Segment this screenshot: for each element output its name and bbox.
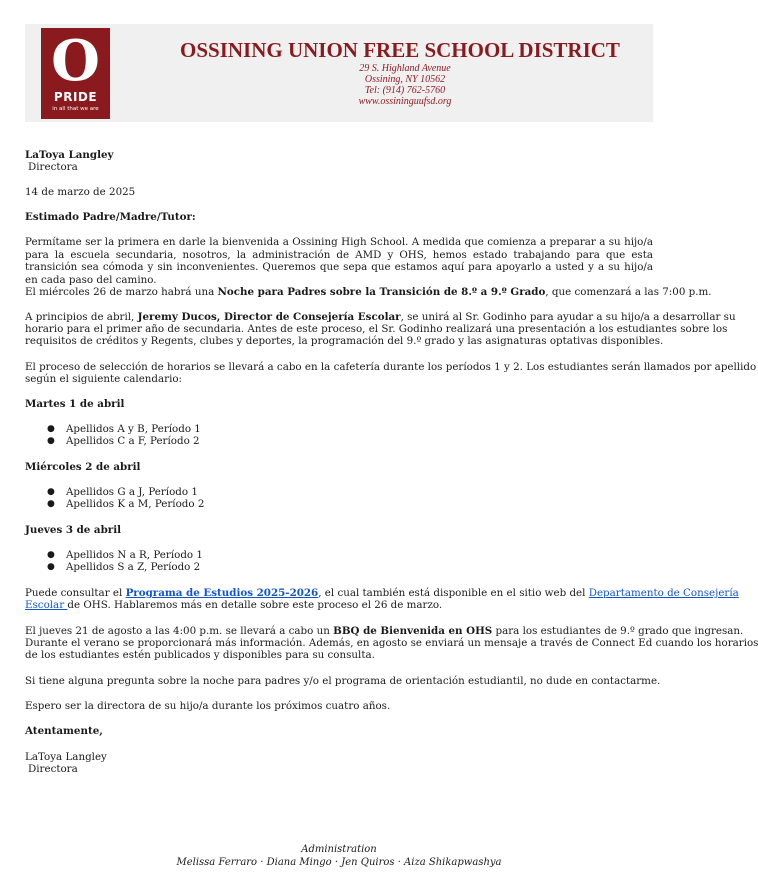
paragraph-bbq-line3: de los estudiantes estén publicados y disponibles para su consulta. xyxy=(25,649,375,661)
letterhead xyxy=(25,24,653,122)
address-street: 29 S. Highland Avenue xyxy=(359,63,451,74)
bbq-event: BBQ de Bienvenida en OHS xyxy=(333,625,493,637)
closing: Atentamente, xyxy=(25,725,103,737)
schedule-item: Apellidos K a M, Período 2 xyxy=(66,498,205,510)
schedule-item: Apellidos A y B, Período 1 xyxy=(66,423,201,435)
bullet-icon: ● xyxy=(47,487,55,497)
footer-administrators: Melissa Ferraro · Diana Mingo · Jen Quiros · Aiza Shikapwashya xyxy=(176,857,502,868)
paragraph-scheduling-line1: El proceso de selección de horarios se llevará a cabo en la cafetería durante los períodos 1 y 2. Los estudiantes serán llamados por apellido xyxy=(25,361,757,373)
schedule-day-heading: Jueves 3 de abril xyxy=(25,524,122,536)
paragraph-questions: Si tiene alguna pregunta sobre la noche para padres y/o el programa de orientación estudiantil, no dude en contactarme. xyxy=(25,675,661,687)
bullet-icon: ● xyxy=(47,550,55,560)
counseling-department-link-cont[interactable]: Escolar xyxy=(25,599,68,611)
district-website[interactable]: www.ossininguufsd.org xyxy=(358,96,452,107)
paragraph-bbq-line2: Durante el verano se proporcionará más información. Además, en agosto se enviará un mensaje a través de Connect Ed cuando los horarios xyxy=(25,637,758,649)
paragraph-counseling-line2: horario para el primer año de secundaria. Antes de este proceso, el Sr. Godinho realizará una presentación a los estudiantes sobre los xyxy=(25,323,728,335)
paragraph-welcome: Permítame ser la primera en darle la bienvenida a Ossining High School. A medida que comienza a preparar a su hijo/a para la escuela secundaria, nosotros, la administración de AMD y OHS, hemos estado trabajando para que esta transición sea cómoda y sin inconvenientes. Queremos que sepa que estamos aquí para apoyarlo a usted y a su hijo/a en cada paso del camino. xyxy=(25,236,653,286)
logo-letter: O xyxy=(51,28,100,94)
schedule-item: Apellidos C a F, Período 2 xyxy=(66,435,200,447)
sender-name: LaToya Langley xyxy=(25,149,114,161)
logo-tagline: in all that we are xyxy=(52,106,99,112)
paragraph-scheduling-line2: según el siguiente calendario: xyxy=(25,373,183,385)
bullet-icon: ● xyxy=(47,499,55,509)
paragraph-bbq-line1: El jueves 21 de agosto a las 4:00 p.m. se llevará a cabo un BBQ de Bienvenida en OHS para los estudiantes de 9.º grado que ingresan. xyxy=(25,625,744,637)
signature-title: Directora xyxy=(28,763,78,775)
schedule-item: Apellidos N a R, Período 1 xyxy=(66,549,203,561)
paragraph-counseling-line3: requisitos de créditos y Regents, clubes y deportes, la programación del 9.º grado y las asignaturas optativas disponibles. xyxy=(25,335,664,347)
paragraph-counseling-line1: A principios de abril, Jeremy Ducos, Director de Consejería Escolar, se unirá al Sr. Godinho para ayudar a su hijo/a a desarrollar su xyxy=(25,311,736,323)
logo-word: PRIDE xyxy=(53,90,98,104)
signature-name: LaToya Langley xyxy=(25,751,107,763)
salutation: Estimado Padre/Madre/Tutor: xyxy=(25,211,196,223)
paragraph-program-line2: Escolar de OHS. Hablaremos más en detalle sobre este proceso el 26 de marzo. xyxy=(25,599,443,611)
sender-title: Directora xyxy=(28,161,78,173)
bullet-icon: ● xyxy=(47,424,55,434)
paragraph-parent-night: El miércoles 26 de marzo habrá una Noche para Padres sobre la Transición de 8.º a 9.º Grado, que comenzará a las 7:00 p.m. xyxy=(25,286,712,298)
footer-heading: Administration xyxy=(301,844,377,855)
paragraph-program-line1: Puede consultar el Programa de Estudios 2025-2026, el cual también está disponible en el sitio web del Departamento de Consejería xyxy=(25,587,739,599)
bullet-icon: ● xyxy=(47,562,55,572)
parent-night-event: Noche para Padres sobre la Transición de 8.º a 9.º Grado xyxy=(217,286,546,298)
counseling-director: Jeremy Ducos, Director de Consejería Escolar xyxy=(137,311,401,323)
schedule-day-heading: Martes 1 de abril xyxy=(25,398,125,410)
address-phone: Tel: (914) 762-5760 xyxy=(364,85,446,96)
district-logo xyxy=(41,28,110,119)
paragraph-closing-remark: Espero ser la directora de su hijo/a durante los próximos cuatro años. xyxy=(25,700,391,712)
bullet-icon: ● xyxy=(47,436,55,446)
program-of-studies-link[interactable]: Programa de Estudios 2025-2026 xyxy=(125,587,319,599)
counseling-department-link[interactable]: Departamento de Consejería xyxy=(588,587,739,599)
schedule-day-heading: Miércoles 2 de abril xyxy=(25,461,141,473)
district-name: OSSINING UNION FREE SCHOOL DISTRICT xyxy=(180,38,620,62)
address-city: Ossining, NY 10562 xyxy=(364,74,446,85)
letter-date: 14 de marzo de 2025 xyxy=(25,186,136,198)
schedule-item: Apellidos G a J, Período 1 xyxy=(66,486,198,498)
schedule-item: Apellidos S a Z, Período 2 xyxy=(66,561,201,573)
